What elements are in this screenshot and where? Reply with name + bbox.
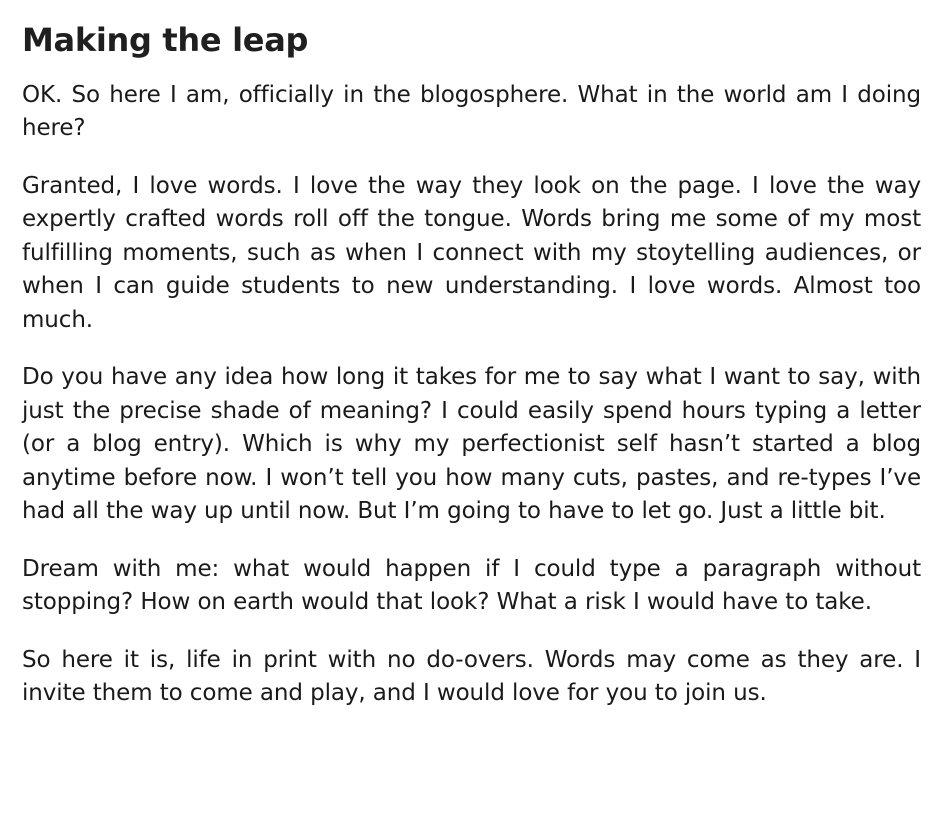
blog-post — [22, 22, 921, 735]
post-paragraph: Dream with me: what would happen if I could type a paragraph without stopping? How on earth would that look? What a risk I would have to take. — [22, 555, 921, 616]
post-body — [22, 79, 921, 711]
post-paragraph: Granted, I love words. I love the way they look on the page. I love the way expertly crafted words roll off the tongue. Words bring me some of my most fulfilling moments, such as when I connect with my stoytelling audiences, or when I can guide students to new understanding. I love words. Almost too much. — [22, 172, 921, 333]
post-paragraph: Do you have any idea how long it takes for me to say what I want to say, with just the precise shade of meaning? I could easily spend hours typing a letter (or a blog entry). Which is why my perfectionist self hasn’t started a blog anytime before now. I won’t tell you how many cuts, pastes, and re-types I’ve had all the way up until now. But I’m going to have to let go. Just a little bit. — [22, 364, 921, 525]
post-paragraph: OK. So here I am, officially in the blogosphere. What in the world am I doing here? — [22, 81, 921, 142]
post-paragraph: So here it is, life in print with no do-overs. Words may come as they are. I invite them to come and play, and I would love for you to join us. — [22, 646, 921, 707]
post-title: Making the leap — [22, 21, 309, 59]
